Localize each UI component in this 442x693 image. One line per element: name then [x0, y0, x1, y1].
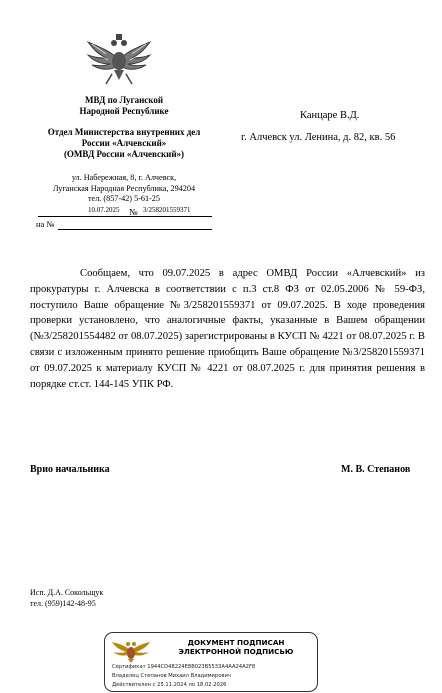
address-line-1: ул. Набережная, 8, г. Алчевск, [71, 173, 177, 182]
department-address [22, 173, 226, 205]
executor-phone: тел. (959)142-48-95 [30, 599, 96, 608]
letter-body: Сообщаем, что 09.07.2025 в адрес ОМВД России «Алчевский» из прокуратуры г. Алчевска в соответствии с п.3 ст.8 ФЗ от 02.05.2006 № 59-ФЗ, поступило Ваше обращение №3/258201559371 от 09.07.2025. В ходе проведения проверки установлено, что аналогичные факты, указанные в Вашем обращении (№3/258201554482 от 08.07.2025) зарегистрированы в КУСП № 4221 от 08.07.2025 г. В связи с изложенным принято решение приобщить Ваше обращение №3/258201559371 от 09.07.2025 к материалу КУСП № 4221 от 08.07.2025 г. для принятия решения в порядке ст.ст. 144-145 УПК РФ. [30, 268, 425, 390]
department-line-1: Отдел Министерства внутренних дел [47, 127, 201, 137]
reg-number: 3/258201559371 [143, 206, 191, 214]
reg-underline [38, 216, 212, 217]
address-line-2: Луганская Народная Республика, 294204 [52, 183, 196, 193]
ministry-line-2: Народной Республике [79, 106, 169, 116]
executor-name: Исп. Д.А. Сокольщук [30, 588, 104, 597]
ministry-line-1: МВД по Луганской [84, 95, 164, 105]
reference-underline [58, 229, 212, 230]
address-line-3: тел. (857-42) 5-61-25 [87, 194, 160, 203]
recipient-address: г. Алчевск ул. Ленина, д. 82, кв. 56 [241, 132, 396, 143]
signer-position: Врио начальника [30, 464, 110, 475]
e-signature-stamp [104, 632, 318, 692]
reg-date: 10.07.2025 [88, 206, 120, 214]
stamp-eagle-icon [111, 639, 151, 663]
department-title [22, 127, 226, 160]
department-line-2: России «Алчевский» [81, 138, 167, 148]
stamp-title-line-2: ЭЛЕКТРОННОЙ ПОДПИСЬЮ [178, 647, 294, 656]
stamp-certificate: Сертификат 1944CD48224E8B023B5533A4AA24A2F8 [112, 664, 256, 670]
stamp-title [161, 638, 311, 656]
mvd-emblem-icon [84, 30, 154, 88]
department-line-3: (ОМВД России «Алчевский») [63, 149, 185, 159]
signer-name: М. В. Степанов [341, 464, 411, 475]
recipient-name: Канцаре В.Д. [300, 110, 360, 121]
stamp-owner: Владелец Степанов Михаил Владимирович [112, 673, 231, 679]
reference-label: на № [36, 219, 55, 229]
stamp-validity: Действителен с 25.11.2024 по 18.02.2026 [112, 682, 227, 688]
stamp-title-line-1: ДОКУМЕНТ ПОДПИСАН [187, 638, 285, 647]
ministry-title [22, 95, 226, 117]
reg-number-label: № [129, 207, 138, 217]
